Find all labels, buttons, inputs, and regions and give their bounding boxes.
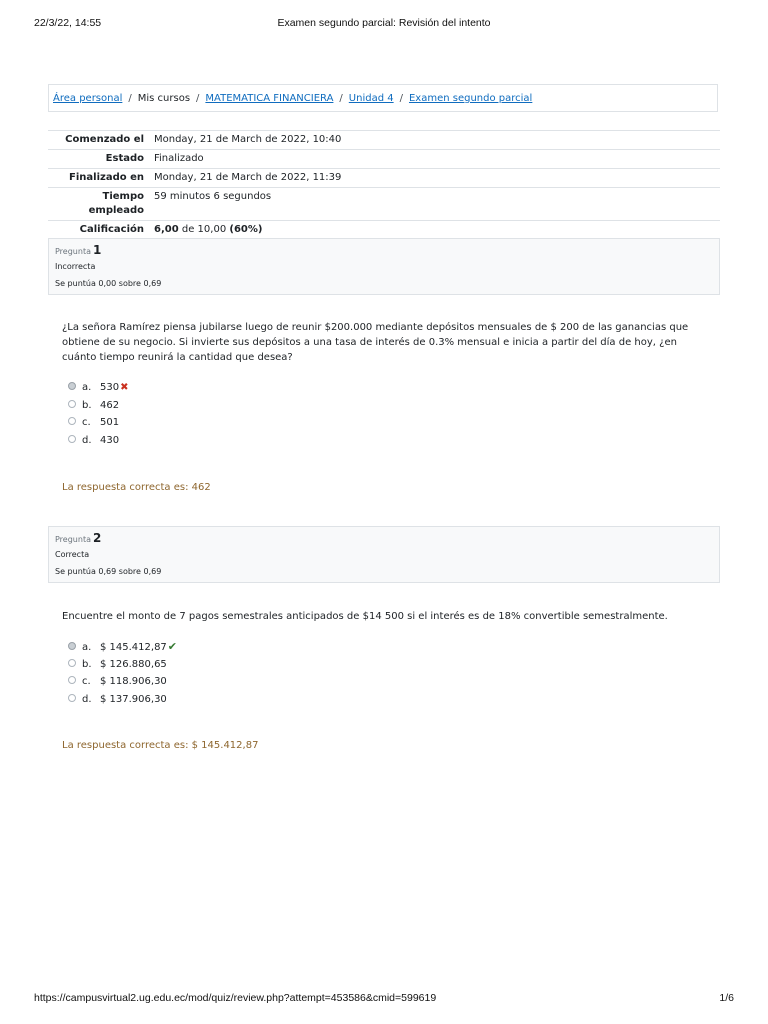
summary-label: Comenzado el: [48, 131, 150, 150]
attempt-summary-table: [48, 130, 720, 240]
answer-letter: c.: [82, 417, 91, 428]
question-2-text: Encuentre el monto de 7 pagos semestrales anticipados de $14 500 si el interés es de 18% convertible semestralmente.: [62, 611, 668, 622]
question-2-right-answer: La respuesta correcta es: $ 145.412,87: [62, 740, 259, 751]
summary-value: Monday, 21 de March de 2022, 10:40: [150, 131, 720, 150]
print-header: [34, 17, 734, 31]
answer-text: 462: [100, 399, 120, 411]
page-number: 1/6: [719, 992, 734, 1004]
question-1-right-answer: La respuesta correcta es: 462: [62, 482, 211, 493]
breadcrumb-course[interactable]: MATEMATICA FINANCIERA: [205, 93, 334, 104]
question-1-info: [48, 238, 720, 295]
summary-row-state: [48, 150, 720, 169]
summary-value: 59 minutos 6 segundos: [150, 188, 720, 221]
question-grade: Se puntúa 0,00 sobre 0,69: [55, 279, 162, 288]
answer-letter: d.: [82, 693, 92, 705]
summary-label-line: empleado: [88, 205, 144, 216]
breadcrumb-separator: /: [128, 93, 132, 104]
question-2-answers: [68, 638, 177, 708]
radio-button[interactable]: [68, 382, 76, 390]
summary-row-started: [48, 131, 720, 150]
summary-value: Monday, 21 de March de 2022, 11:39: [150, 169, 720, 188]
summary-label: Calificación: [48, 221, 150, 240]
summary-row-time: [48, 188, 720, 221]
answer-text: 530: [100, 382, 120, 393]
answer-letter: a.: [82, 642, 92, 653]
question-label: Pregunta: [55, 247, 91, 256]
radio-button[interactable]: [68, 676, 76, 684]
question-num: 1: [92, 243, 102, 257]
answer-text: 430: [100, 434, 120, 446]
print-url: https://campusvirtual2.ug.edu.ec/mod/quiz/review.php?attempt=453586&cmid=599619: [34, 992, 437, 1004]
radio-button[interactable]: [68, 417, 76, 425]
answer-letter: b.: [82, 658, 92, 670]
answer-letter: c.: [82, 676, 91, 687]
summary-row-grade: [48, 221, 720, 240]
question-label: Pregunta: [55, 535, 91, 544]
answer-option[interactable]: [68, 414, 128, 432]
summary-label: [48, 188, 150, 221]
radio-button[interactable]: [68, 694, 76, 702]
breadcrumb-separator: /: [399, 93, 403, 104]
answer-option[interactable]: [68, 691, 177, 709]
answer-option[interactable]: [68, 397, 128, 415]
answer-letter: a.: [82, 382, 92, 393]
question-state: Correcta: [55, 550, 90, 559]
question-1-text: ¿La señora Ramírez piensa jubilarse luego de reunir $200.000 mediante depósitos mensuales de $ 200 de las ganancias que obtiene de su negocio. Si invierte sus depósitos a una tasa de interés de 0.3% mensual e inicia a partir del día de hoy, ¿en cuánto tiempo reunirá la cantidad que desea?: [62, 322, 689, 363]
answer-text: 501: [100, 417, 120, 428]
question-1-answers: [68, 379, 128, 449]
breadcrumb-separator: /: [196, 93, 200, 104]
answer-letter: d.: [82, 434, 92, 446]
grade-max: de 10,00: [181, 224, 227, 235]
answer-option[interactable]: [68, 673, 177, 691]
summary-row-finished: [48, 169, 720, 188]
question-num: 2: [92, 531, 102, 545]
summary-label-line: Tiempo: [102, 191, 144, 202]
breadcrumb-unit[interactable]: Unidad 4: [348, 93, 394, 104]
summary-label: Estado: [48, 150, 150, 169]
answer-option[interactable]: [68, 379, 128, 397]
answer-text: $ 126.880,65: [100, 658, 167, 670]
grade-score: 6,00: [154, 224, 179, 235]
question-number: [55, 531, 101, 545]
answer-letter: b.: [82, 399, 92, 411]
incorrect-icon: ✖: [120, 382, 129, 393]
answer-text: $ 145.412,87: [100, 642, 167, 653]
answer-option[interactable]: [68, 432, 128, 450]
answer-option[interactable]: [68, 656, 177, 674]
answer-text: $ 118.906,30: [100, 676, 167, 687]
question-grade: Se puntúa 0,69 sobre 0,69: [55, 567, 162, 576]
breadcrumb-quiz[interactable]: Examen segundo parcial: [408, 93, 533, 104]
print-footer: [34, 992, 734, 1006]
radio-button[interactable]: [68, 659, 76, 667]
breadcrumb-separator: /: [339, 93, 343, 104]
answer-option[interactable]: [68, 638, 177, 656]
question-number: [55, 243, 101, 257]
radio-button[interactable]: [68, 435, 76, 443]
print-title: Examen segundo parcial: Revisión del intento: [277, 17, 491, 29]
radio-button[interactable]: [68, 642, 76, 650]
radio-button[interactable]: [68, 400, 76, 408]
summary-value: [150, 221, 720, 240]
question-2-info: [48, 526, 720, 583]
breadcrumb-area-personal[interactable]: Área personal: [53, 93, 123, 104]
correct-check-icon: ✔: [167, 640, 178, 653]
answer-text: $ 137.906,30: [100, 693, 167, 705]
breadcrumb-mis-cursos: Mis cursos: [137, 93, 191, 104]
summary-label: Finalizado en: [48, 169, 150, 188]
summary-value: Finalizado: [150, 150, 720, 169]
print-date: 22/3/22, 14:55: [34, 17, 102, 29]
breadcrumb: [48, 84, 718, 112]
grade-percent: (60%): [229, 224, 263, 235]
question-state: Incorrecta: [55, 262, 96, 271]
